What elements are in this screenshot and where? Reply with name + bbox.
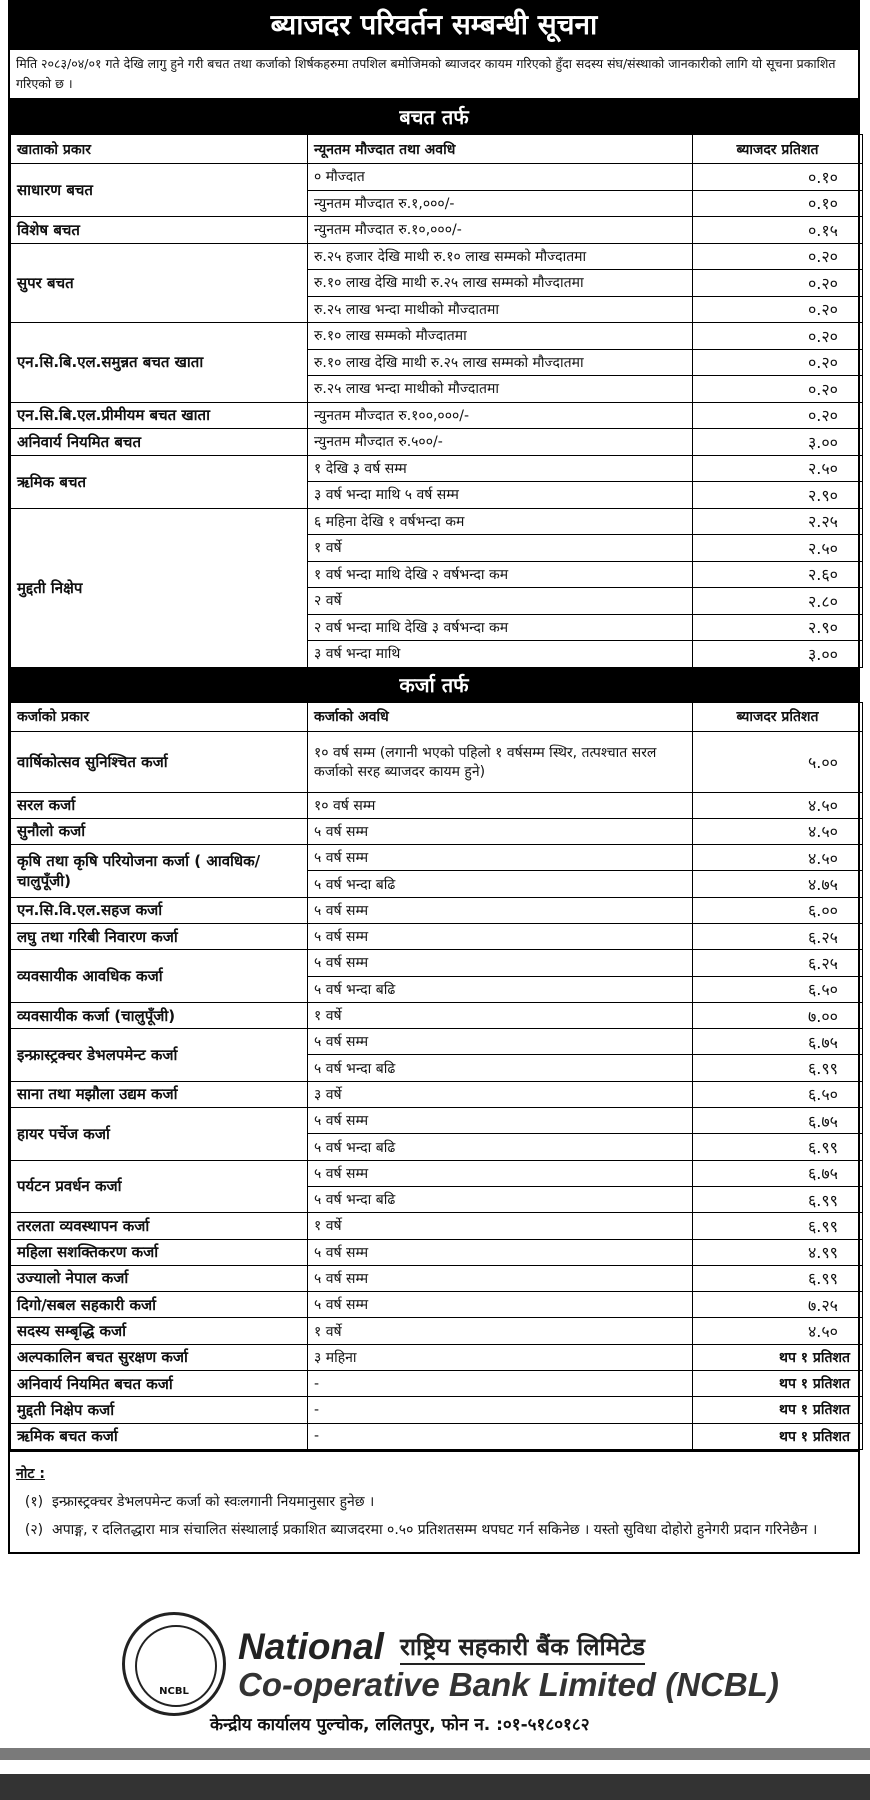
loan-rate-cell: थप १ प्रतिशत <box>693 1397 863 1423</box>
loan-row <box>11 845 863 871</box>
column-header-rate: ब्याजदर प्रतिशत <box>693 135 863 164</box>
seal-monogram: NCBL <box>159 1686 189 1697</box>
column-header-loan-rate: ब्याजदर प्रतिशत <box>693 702 863 731</box>
loan-type-cell: साना तथा मझौला उद्यम कर्जा <box>11 1081 308 1107</box>
savings-rate-cell: ३.०० <box>693 429 863 456</box>
loan-detail-cell: ५ वर्ष भन्दा बढि <box>308 1186 693 1212</box>
savings-rate-cell: २.८० <box>693 588 863 615</box>
loan-rate-cell: ५.०० <box>693 731 863 792</box>
loan-type-cell: उज्यालो नेपाल कर्जा <box>11 1265 308 1291</box>
loan-type-cell: महिला सशक्तिकरण कर्जा <box>11 1239 308 1265</box>
loan-type-cell: ऋमिक बचत कर्जा <box>11 1423 308 1449</box>
footer-stripe-light <box>0 1748 870 1760</box>
loan-rate-cell: ६.९९ <box>693 1265 863 1291</box>
savings-detail-cell: १ वर्षे <box>308 535 693 562</box>
savings-rate-cell: ३.०० <box>693 641 863 668</box>
savings-row <box>11 429 863 456</box>
savings-detail-cell: रु.१० लाख देखि माथी रु.२५ लाख सम्मको मौज्दातमा <box>308 349 693 376</box>
loan-row <box>11 818 863 844</box>
loan-detail-cell: - <box>308 1423 693 1449</box>
savings-detail-cell: न्युनतम मौज्दात रु.१००,०००/- <box>308 402 693 429</box>
loan-rate-cell: ६.७५ <box>693 1029 863 1055</box>
savings-rate-cell: २.९० <box>693 614 863 641</box>
savings-rate-cell: ०.१५ <box>693 217 863 244</box>
loan-rate-cell: ४.९९ <box>693 1239 863 1265</box>
loan-detail-cell: ५ वर्ष भन्दा बढि <box>308 976 693 1002</box>
loan-detail-cell: ५ वर्ष सम्म <box>308 818 693 844</box>
loan-rate-cell: थप १ प्रतिशत <box>693 1423 863 1449</box>
loan-detail-cell: १ वर्षे <box>308 1002 693 1028</box>
loan-rate-cell: ४.७५ <box>693 871 863 897</box>
notes-heading: नोट : <box>16 1465 45 1482</box>
savings-detail-cell: ६ महिना देखि १ वर्षभन्दा कम <box>308 508 693 535</box>
loan-rate-cell: ६.५० <box>693 976 863 1002</box>
column-header-min-balance: न्यूनतम मौज्दात तथा अवधि <box>308 135 693 164</box>
loan-row <box>11 1081 863 1107</box>
savings-type-cell: सुपर बचत <box>11 243 308 323</box>
savings-detail-cell: न्युनतम मौज्दात रु.५००/- <box>308 429 693 456</box>
savings-detail-cell: रु.२५ हजार देखि माथी रु.१० लाख सम्मको मौज्दातमा <box>308 243 693 270</box>
column-header-loan-type: कर्जाको प्रकार <box>11 702 308 731</box>
loan-row <box>11 731 863 792</box>
loan-rate-cell: ६.७५ <box>693 1160 863 1186</box>
loan-rate-cell: ४.५० <box>693 845 863 871</box>
loan-detail-cell: ५ वर्ष सम्म <box>308 923 693 949</box>
loan-detail-cell: ५ वर्ष सम्म <box>308 1108 693 1134</box>
loan-row <box>11 1002 863 1028</box>
savings-rate-cell: ०.२० <box>693 296 863 323</box>
notice-page <box>8 0 860 1554</box>
loan-rate-cell: ७.२५ <box>693 1292 863 1318</box>
savings-rate-cell: २.९० <box>693 482 863 509</box>
loan-detail-cell: १० वर्ष सम्म (लगानी भएको पहिलो १ वर्षसम्म स्थिर, तत्पश्चात सरल कर्जाको सरह ब्याजदर कायम हुने) <box>308 731 693 792</box>
savings-rate-cell: ०.२० <box>693 243 863 270</box>
loan-rate-cell: ६.२५ <box>693 950 863 976</box>
loan-row <box>11 950 863 976</box>
note-index: (२) <box>24 1521 44 1538</box>
loan-rate-cell: थप १ प्रतिशत <box>693 1371 863 1397</box>
column-header-account-type: खाताको प्रकार <box>11 135 308 164</box>
brand-name-english-line2: Co-operative Bank Limited (NCBL) <box>238 1666 779 1703</box>
loan-row <box>11 1213 863 1239</box>
notice-frame <box>8 50 860 1554</box>
loan-detail-cell: ५ वर्ष भन्दा बढि <box>308 1055 693 1081</box>
loan-row <box>11 897 863 923</box>
savings-detail-cell: २ वर्ष भन्दा माथि देखि ३ वर्षभन्दा कम <box>308 614 693 641</box>
loan-type-cell: सदस्य सम्बृद्धि कर्जा <box>11 1318 308 1344</box>
savings-rate-cell: ०.१० <box>693 164 863 191</box>
loan-rate-cell: थप १ प्रतिशत <box>693 1344 863 1370</box>
loan-type-cell: हायर पर्चेज कर्जा <box>11 1108 308 1161</box>
note-item <box>16 1516 852 1544</box>
brand-name-nepali: राष्ट्रिय सहकारी बैंक लिमिटेड <box>400 1630 645 1665</box>
savings-rate-cell: ०.२० <box>693 323 863 350</box>
loan-detail-cell: ५ वर्ष सम्म <box>308 1292 693 1318</box>
savings-detail-cell: ० मौज्दात <box>308 164 693 191</box>
savings-rate-cell: २.५० <box>693 535 863 562</box>
savings-header-row <box>11 135 863 164</box>
loan-row <box>11 1318 863 1344</box>
loan-row <box>11 1292 863 1318</box>
savings-type-cell: विशेष बचत <box>11 217 308 244</box>
loan-type-cell: लघु तथा गरिबी निवारण कर्जा <box>11 923 308 949</box>
note-text: इन्फ्रास्ट्रक्चर डेभलपमेन्ट कर्जा को स्वःलगानी नियमानुसार हुनेछ । <box>52 1493 375 1510</box>
loan-detail-cell: - <box>308 1397 693 1423</box>
savings-table <box>10 134 863 668</box>
loan-detail-cell: ५ वर्ष सम्म <box>308 845 693 871</box>
savings-rate-cell: २.६० <box>693 561 863 588</box>
loan-row <box>11 1108 863 1134</box>
loan-detail-cell: ५ वर्ष सम्म <box>308 1265 693 1291</box>
loans-table <box>10 702 863 1450</box>
loan-type-cell: वार्षिकोत्सव सुनिश्चित कर्जा <box>11 731 308 792</box>
loan-row <box>11 923 863 949</box>
loan-rate-cell: ४.५० <box>693 792 863 818</box>
note-text: अपाङ्ग, र दलितद्धारा मात्र संचालित संस्थालाई प्रकाशित ब्याजदरमा ०.५० प्रतिशतसम्म थपघट गर्न सकिनेछ । यस्तो सुविधा दोहोरो हुनेगरी प्रदान गरिनेछैन । <box>52 1521 818 1538</box>
savings-detail-cell: २ वर्षे <box>308 588 693 615</box>
notes-section <box>10 1450 858 1552</box>
loan-row <box>11 1423 863 1449</box>
loans-heading: कर्जा तर्फ <box>10 668 858 702</box>
loan-row <box>11 1265 863 1291</box>
loans-rows <box>11 731 863 1449</box>
loan-detail-cell: ५ वर्ष सम्म <box>308 950 693 976</box>
loan-row <box>11 1371 863 1397</box>
loan-rate-cell: ६.७५ <box>693 1108 863 1134</box>
savings-rate-cell: २.२५ <box>693 508 863 535</box>
loan-detail-cell: ५ वर्ष सम्म <box>308 1160 693 1186</box>
loan-type-cell: एन.सि.वि.एल.सहज कर्जा <box>11 897 308 923</box>
loan-row <box>11 1029 863 1055</box>
bank-footer <box>0 1602 870 1800</box>
loan-row <box>11 1160 863 1186</box>
footer-stripe-dark <box>0 1774 870 1800</box>
loan-rate-cell: ४.५० <box>693 818 863 844</box>
loan-detail-cell: ५ वर्ष सम्म <box>308 897 693 923</box>
savings-type-cell: एन.सि.बि.एल.प्रीमीयम बचत खाता <box>11 402 308 429</box>
savings-detail-cell: १ देखि ३ वर्ष सम्म <box>308 455 693 482</box>
loan-type-cell: इन्फ्रास्ट्रक्चर डेभलपमेन्ट कर्जा <box>11 1029 308 1082</box>
loan-detail-cell: १ वर्षे <box>308 1318 693 1344</box>
loan-type-cell: सुनौलो कर्जा <box>11 818 308 844</box>
brand-name-english-line1: National <box>238 1626 384 1667</box>
savings-type-cell: अनिवार्य नियमित बचत <box>11 429 308 456</box>
savings-detail-cell: रु.१० लाख देखि माथी रु.२५ लाख सम्मको मौज्दातमा <box>308 270 693 297</box>
loan-type-cell: व्यवसायीक आवधिक कर्जा <box>11 950 308 1003</box>
loan-type-cell: मुद्दती निक्षेप कर्जा <box>11 1397 308 1423</box>
loan-type-cell: तरलता व्यवस्थापन कर्जा <box>11 1213 308 1239</box>
savings-rate-cell: ०.२० <box>693 349 863 376</box>
savings-detail-cell: ३ वर्ष भन्दा माथि <box>308 641 693 668</box>
savings-rate-cell: ०.२० <box>693 270 863 297</box>
savings-type-cell: साधारण बचत <box>11 164 308 217</box>
loan-type-cell: कृषि तथा कृषि परियोजना कर्जा ( आवधिक/चालुपूँजी) <box>11 845 308 898</box>
loan-detail-cell: ५ वर्ष भन्दा बढि <box>308 871 693 897</box>
savings-rate-cell: ०.२० <box>693 376 863 403</box>
savings-row <box>11 164 863 191</box>
loan-type-cell: अल्पकालिन बचत सुरक्षण कर्जा <box>11 1344 308 1370</box>
savings-detail-cell: रु.१० लाख सम्मको मौज्दातमा <box>308 323 693 350</box>
savings-rate-cell: ०.१० <box>693 190 863 217</box>
loan-type-cell: पर्यटन प्रवर्धन कर्जा <box>11 1160 308 1213</box>
loan-detail-cell: ५ वर्ष सम्म <box>308 1029 693 1055</box>
loan-rate-cell: ४.५० <box>693 1318 863 1344</box>
savings-row <box>11 243 863 270</box>
column-header-loan-period: कर्जाको अवधि <box>308 702 693 731</box>
savings-rate-cell: ०.२० <box>693 402 863 429</box>
savings-rows <box>11 164 863 668</box>
loan-detail-cell: ३ वर्षे <box>308 1081 693 1107</box>
bank-seal-logo <box>122 1612 226 1716</box>
savings-row <box>11 217 863 244</box>
loan-rate-cell: ६.५० <box>693 1081 863 1107</box>
loan-detail-cell: १ वर्षे <box>308 1213 693 1239</box>
savings-rate-cell: २.५० <box>693 455 863 482</box>
loan-rate-cell: ६.९९ <box>693 1186 863 1212</box>
loan-detail-cell: ३ महिना <box>308 1344 693 1370</box>
savings-type-cell: ऋमिक बचत <box>11 455 308 508</box>
loan-rate-cell: ६.९९ <box>693 1055 863 1081</box>
loan-detail-cell: ५ वर्ष भन्दा बढि <box>308 1134 693 1160</box>
loan-detail-cell: ५ वर्ष सम्म <box>308 1239 693 1265</box>
loan-type-cell: दिगो/सबल सहकारी कर्जा <box>11 1292 308 1318</box>
savings-row <box>11 455 863 482</box>
notice-title: ब्याजदर परिवर्तन सम्बन्धी सूचना <box>8 0 860 50</box>
savings-detail-cell: १ वर्ष भन्दा माथि देखि २ वर्षभन्दा कम <box>308 561 693 588</box>
savings-row <box>11 508 863 535</box>
savings-detail-cell: रु.२५ लाख भन्दा माथीको मौज्दातमा <box>308 376 693 403</box>
loan-rate-cell: ६.९९ <box>693 1134 863 1160</box>
savings-type-cell: मुद्दती निक्षेप <box>11 508 308 667</box>
note-item <box>16 1488 852 1516</box>
savings-row <box>11 402 863 429</box>
savings-row <box>11 323 863 350</box>
savings-type-cell: एन.सि.बि.एल.समुन्नत बचत खाता <box>11 323 308 403</box>
loan-rate-cell: ७.०० <box>693 1002 863 1028</box>
loans-header-row <box>11 702 863 731</box>
savings-detail-cell: न्युनतम मौज्दात रु.१०,०००/- <box>308 217 693 244</box>
loan-rate-cell: ६.९९ <box>693 1213 863 1239</box>
loan-row <box>11 1344 863 1370</box>
loan-rate-cell: ६.२५ <box>693 923 863 949</box>
loan-detail-cell: - <box>308 1371 693 1397</box>
loan-row <box>11 1397 863 1423</box>
savings-detail-cell: ३ वर्ष भन्दा माथि ५ वर्ष सम्म <box>308 482 693 509</box>
loan-type-cell: सरल कर्जा <box>11 792 308 818</box>
loan-rate-cell: ६.०० <box>693 897 863 923</box>
note-index: (१) <box>24 1493 44 1510</box>
savings-detail-cell: न्युनतम मौज्दात रु.१,०००/- <box>308 190 693 217</box>
loan-row <box>11 792 863 818</box>
loan-type-cell: अनिवार्य नियमित बचत कर्जा <box>11 1371 308 1397</box>
loan-type-cell: व्यवसायीक कर्जा (चालुपूँजी) <box>11 1002 308 1028</box>
loan-detail-cell: १० वर्ष सम्म <box>308 792 693 818</box>
office-address: केन्द्रीय कार्यालय पुल्चोक, ललितपुर, फोन न. :०१-५१८०१८२ <box>210 1715 590 1735</box>
loan-row <box>11 1239 863 1265</box>
savings-heading: बचत तर्फ <box>10 100 858 134</box>
savings-detail-cell: रु.२५ लाख भन्दा माथीको मौज्दातमा <box>308 296 693 323</box>
intro-text: मिति २०८३/०४/०१ गते देखि लागु हुने गरी बचत तथा कर्जाको शिर्षकहरुमा तपशिल बमोजिमको ब्याजदर कायम गरिएको हुँदा सदस्य संघ/संस्थाको जानकारीको लागि यो सूचना प्रकाशित गरिएको छ । <box>10 50 858 100</box>
